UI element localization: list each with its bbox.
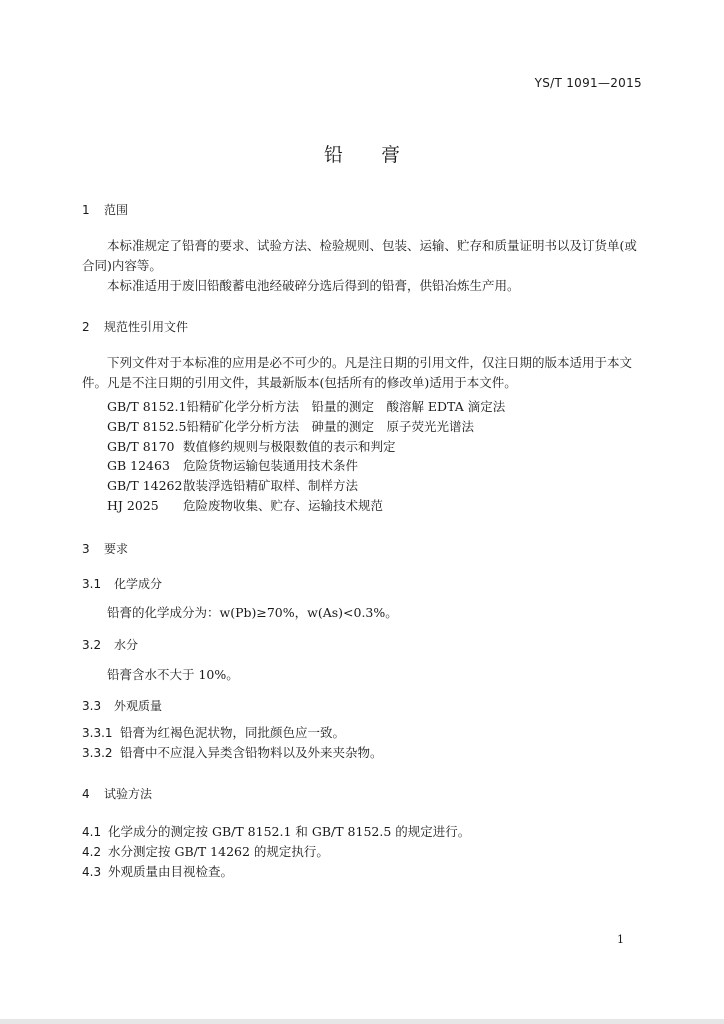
paragraph: 下列文件对于本标准的应用是必不可少的。凡是注日期的引用文件，仅注日期的版本适用于本文件。凡是不注日期的引用文件，其最新版本(包括所有的修改单)适用于本文件。 bbox=[82, 355, 633, 390]
page-bottom-edge bbox=[0, 1019, 724, 1024]
reference-code: HJ 2025 bbox=[107, 497, 159, 513]
clause-number: 3.3.1 bbox=[82, 726, 113, 740]
section-title: 范围 bbox=[104, 203, 129, 217]
section-title: 规范性引用文件 bbox=[104, 320, 189, 334]
reference-code: GB/T 8170 bbox=[107, 438, 175, 454]
reference-title: 铅精矿化学分析方法 砷量的测定 原子荧光光谱法 bbox=[186, 418, 474, 434]
section-number: 3 bbox=[82, 542, 90, 556]
document-title: 铅 膏 bbox=[323, 144, 400, 166]
clause-text: 水分测定按 GB/T 14262 的规定执行。 bbox=[108, 844, 329, 859]
section-number: 1 bbox=[82, 203, 90, 217]
reference-code: GB 12463 bbox=[107, 458, 170, 474]
reference-code: GB/T 8152.1 bbox=[107, 399, 187, 414]
section-3-heading bbox=[82, 540, 128, 557]
reference-item bbox=[107, 496, 505, 516]
reference-title: 危险货物运输包装通用技术条件 bbox=[183, 458, 359, 474]
clause-text: 外观质量由目视检查。 bbox=[108, 864, 234, 879]
subsection-title: 化学成分 bbox=[114, 577, 163, 591]
reference-item bbox=[107, 437, 505, 457]
clause-4-2 bbox=[82, 842, 329, 860]
section-4-heading bbox=[82, 785, 152, 802]
reference-code: GB/T 14262 bbox=[107, 478, 183, 494]
paragraph: 铅膏的化学成分为：w(Pb)≥70%，w(As)<0.3%。 bbox=[107, 605, 398, 620]
standard-number: YS/T 1091—2015 bbox=[534, 76, 642, 90]
reference-list bbox=[107, 397, 505, 516]
section-title: 要求 bbox=[104, 542, 129, 556]
clause-text: 化学成分的测定按 GB/T 8152.1 和 GB/T 8152.5 的规定进行。 bbox=[108, 824, 471, 839]
page-number: 1 bbox=[617, 933, 624, 946]
reference-item bbox=[107, 397, 505, 417]
section-1-heading bbox=[82, 201, 128, 218]
clause-number: 4.2 bbox=[82, 845, 102, 859]
reference-code: GB/T 8152.5 bbox=[107, 418, 187, 434]
paragraph: 本标准规定了铅膏的要求、试验方法、检验规则、包装、运输、贮存和质量证明书以及订货单(或合同)内容等。 bbox=[82, 238, 637, 273]
subsection-number: 3.2 bbox=[82, 638, 102, 652]
clause-text: 铅膏为红褐色泥状物，同批颜色应一致。 bbox=[120, 725, 346, 740]
subsection-number: 3.1 bbox=[82, 577, 102, 591]
reference-title: 铅精矿化学分析方法 铅量的测定 酸溶解 EDTA 滴定法 bbox=[186, 399, 506, 414]
section-number: 4 bbox=[82, 787, 90, 801]
paragraph: 本标准适用于废旧铅酸蓄电池经破碎分选后得到的铅膏，供铅冶炼生产用。 bbox=[107, 278, 520, 293]
clause-3-3-2 bbox=[82, 743, 383, 761]
clause-number: 4.3 bbox=[82, 865, 102, 879]
clause-4-1 bbox=[82, 822, 470, 840]
clause-4-3 bbox=[82, 862, 233, 880]
subsection-3-2-heading bbox=[82, 636, 138, 653]
reference-title: 数值修约规则与极限数值的表示和判定 bbox=[183, 438, 396, 454]
subsection-3-3-heading bbox=[82, 697, 162, 714]
section-2-heading bbox=[82, 318, 188, 335]
reference-item bbox=[107, 456, 505, 476]
paragraph: 铅膏含水不大于 10%。 bbox=[107, 667, 239, 682]
section-title: 试验方法 bbox=[104, 787, 153, 801]
clause-number: 3.3.2 bbox=[82, 746, 113, 760]
subsection-number: 3.3 bbox=[82, 699, 102, 713]
reference-item bbox=[107, 476, 505, 496]
clause-number: 4.1 bbox=[82, 825, 102, 839]
reference-title: 散装浮选铅精矿取样、制样方法 bbox=[183, 478, 359, 494]
reference-item bbox=[107, 417, 505, 437]
subsection-3-1-heading bbox=[82, 575, 162, 592]
section-number: 2 bbox=[82, 320, 90, 334]
clause-text: 铅膏中不应混入异类含铅物料以及外来夹杂物。 bbox=[120, 745, 383, 760]
reference-title: 危险废物收集、贮存、运输技术规范 bbox=[183, 497, 384, 513]
clause-3-3-1 bbox=[82, 723, 345, 741]
subsection-title: 外观质量 bbox=[114, 699, 163, 713]
subsection-title: 水分 bbox=[114, 638, 139, 652]
